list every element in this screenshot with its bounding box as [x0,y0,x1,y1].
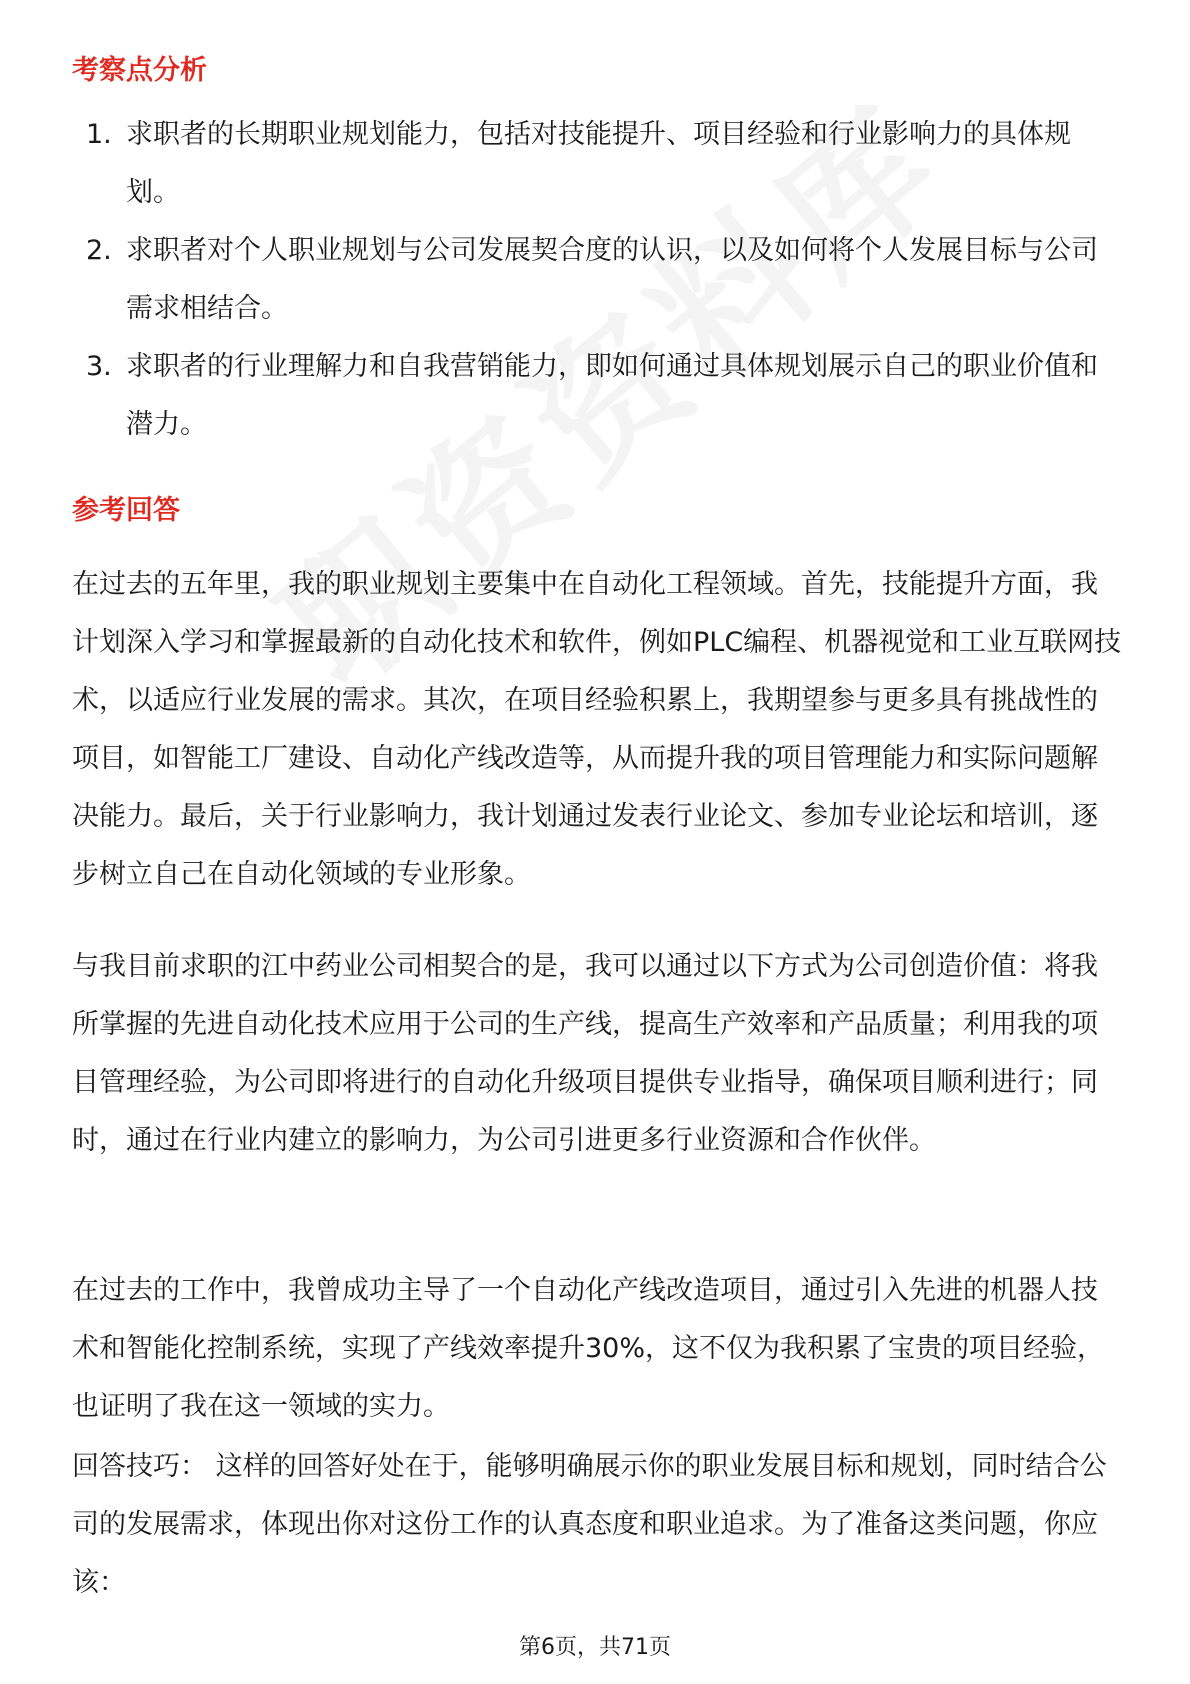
analysis-section-title: 考察点分析 [72,55,207,86]
list-item [72,338,1117,454]
answer-paragraph-3: 在过去的工作中，我曾成功主导了一个自动化产线改造项目，通过引入先进的机器人技术和智能化控制系统，实现了产线效率提升30%，这不仅为我积累了宝贵的项目经验，也证明了我在这一领域的实力。 [72,1275,1105,1422]
analysis-list [72,106,1117,454]
list-item [72,106,1117,222]
list-item-text: 求职者的长期职业规划能力，包括对技能提升、项目经验和行业影响力的具体规划。 [126,119,1071,208]
answer-paragraph-2: 与我目前求职的江中药业公司相契合的是，我可以通过以下方式为公司创造价值：将我所掌握的先进自动化技术应用于公司的生产线，提高生产效率和产品质量；利用我的项目管理经验，为公司即将进行的自动化升级项目提供专业指导，确保项目顺利进行；同时，通过在行业内建立的影响力，为公司引进更多行业资源和合作伙伴。 [72,951,1098,1156]
page-number: 第6页，共71页 [519,1635,671,1660]
list-item-number: 2. [86,235,112,266]
list-item-text: 求职者的行业理解力和自我营销能力，即如何通过具体规划展示自己的职业价值和潜力。 [126,351,1098,440]
answer-paragraph-1: 在过去的五年里，我的职业规划主要集中在自动化工程领域。首先，技能提升方面，我计划深入学习和掌握最新的自动化技术和软件，例如PLC编程、机器视觉和工业互联网技术，以适应行业发展的需求。其次，在项目经验积累上，我期望参与更多具有挑战性的项目，如智能工厂建设、自动化产线改造等，从而提升我的项目管理能力和实际问题解决能力。最后，关于行业影响力，我计划通过发表行业论文、参加专业论坛和培训，逐步树立自己在自动化领域的专业形象。 [72,569,1122,890]
list-item-text: 求职者对个人职业规划与公司发展契合度的认识，以及如何将个人发展目标与公司需求相结合。 [126,235,1098,324]
answer-section-title: 参考回答 [72,495,180,526]
list-item [72,222,1117,338]
list-item-number: 1. [86,119,112,150]
list-item-number: 3. [86,351,112,382]
answer-tips-paragraph: 回答技巧： 这样的回答好处在于，能够明确展示你的职业发展目标和规划，同时结合公司的发展需求，体现出你对这份工作的认真态度和职业追求。为了准备这类问题，你应该： [72,1451,1107,1598]
